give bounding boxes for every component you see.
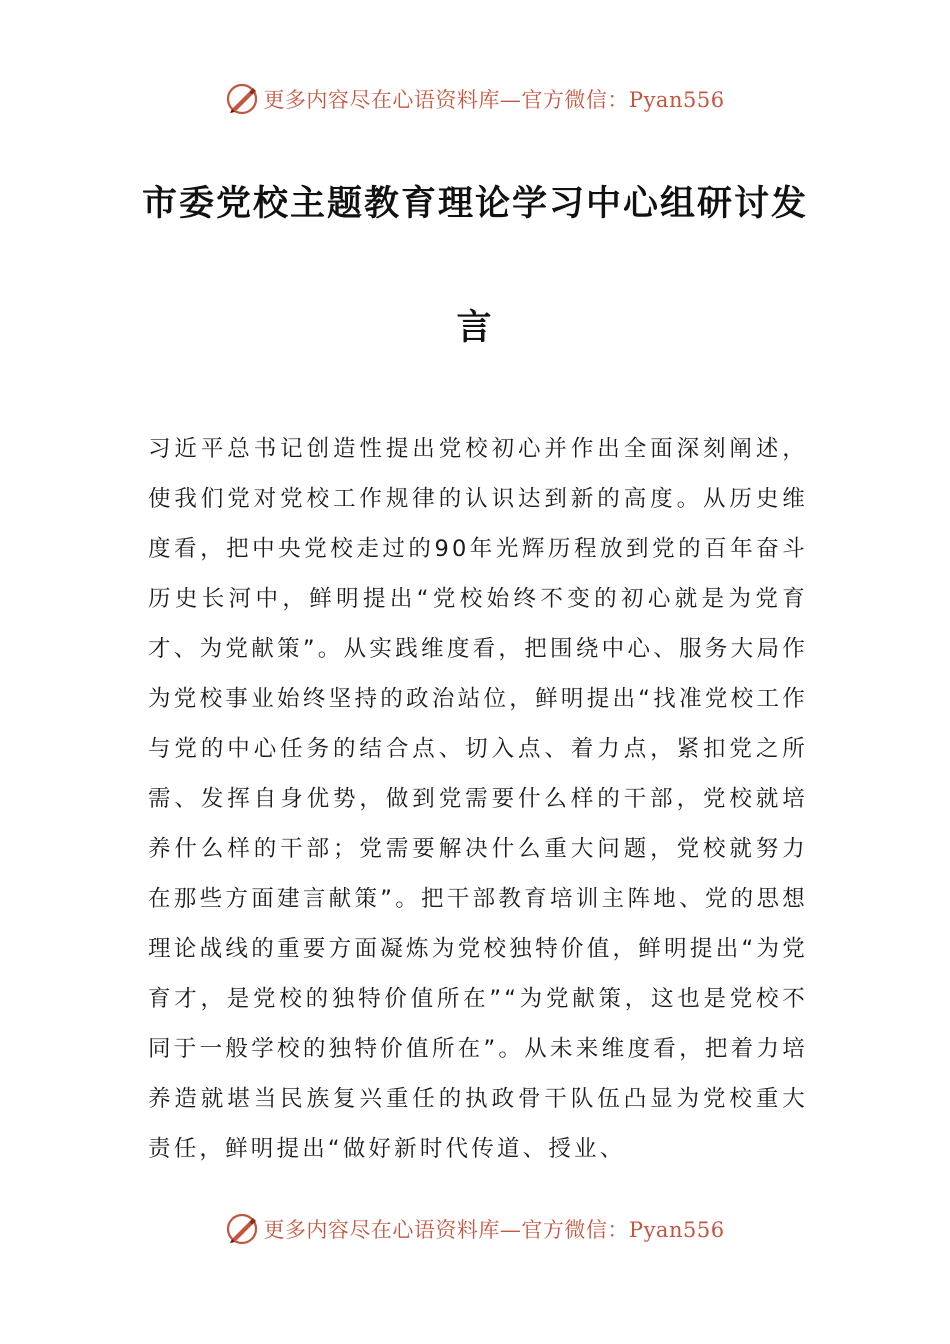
watermark-footer bbox=[0, 1212, 950, 1246]
watermark-header bbox=[0, 82, 950, 116]
watermark-text: 更多内容尽在心语资料库—官方微信：Pyan556 bbox=[263, 1218, 725, 1242]
watermark-text: 更多内容尽在心语资料库—官方微信：Pyan556 bbox=[263, 88, 725, 112]
document-title-line-1: 市委党校主题教育理论学习中心组研讨发 bbox=[141, 184, 808, 224]
pen-logo-icon bbox=[225, 1212, 259, 1246]
body-paragraph: 习近平总书记创造性提出党校初心并作出全面深刻阐述，使我们党对党校工作规律的认识达到新的高度。从历史维度看，把中央党校走过的90年光辉历程放到党的百年奋斗历史长河中，鲜明提出“党校始终不变的初心就是为党育才、为党献策”。从实践维度看，把围绕中心、服务大局作为党校事业始终坚持的政治站位，鲜明提出“找准党校工作与党的中心任务的结合点、切入点、着力点，紧扣党之所需、发挥自身优势，做到党需要什么样的干部，党校就培养什么样的干部；党需要解决什么重大问题，党校就努力在那些方面建言献策”。把干部教育培训主阵地、党的思想理论战线的重要方面凝炼为党校独特价值，鲜明提出“为党育才，是党校的独特价值所在”“为党献策，这也是党校不同于一般学校的独特价值所在”。从未来维度看，把着力培养造就堪当民族复兴重任的执政骨干队伍凸显为党校重大责任，鲜明提出“做好新时代传道、授业、 bbox=[148, 436, 808, 1162]
document-title-line-2: 言 bbox=[456, 308, 494, 348]
pen-logo-icon bbox=[225, 82, 259, 116]
